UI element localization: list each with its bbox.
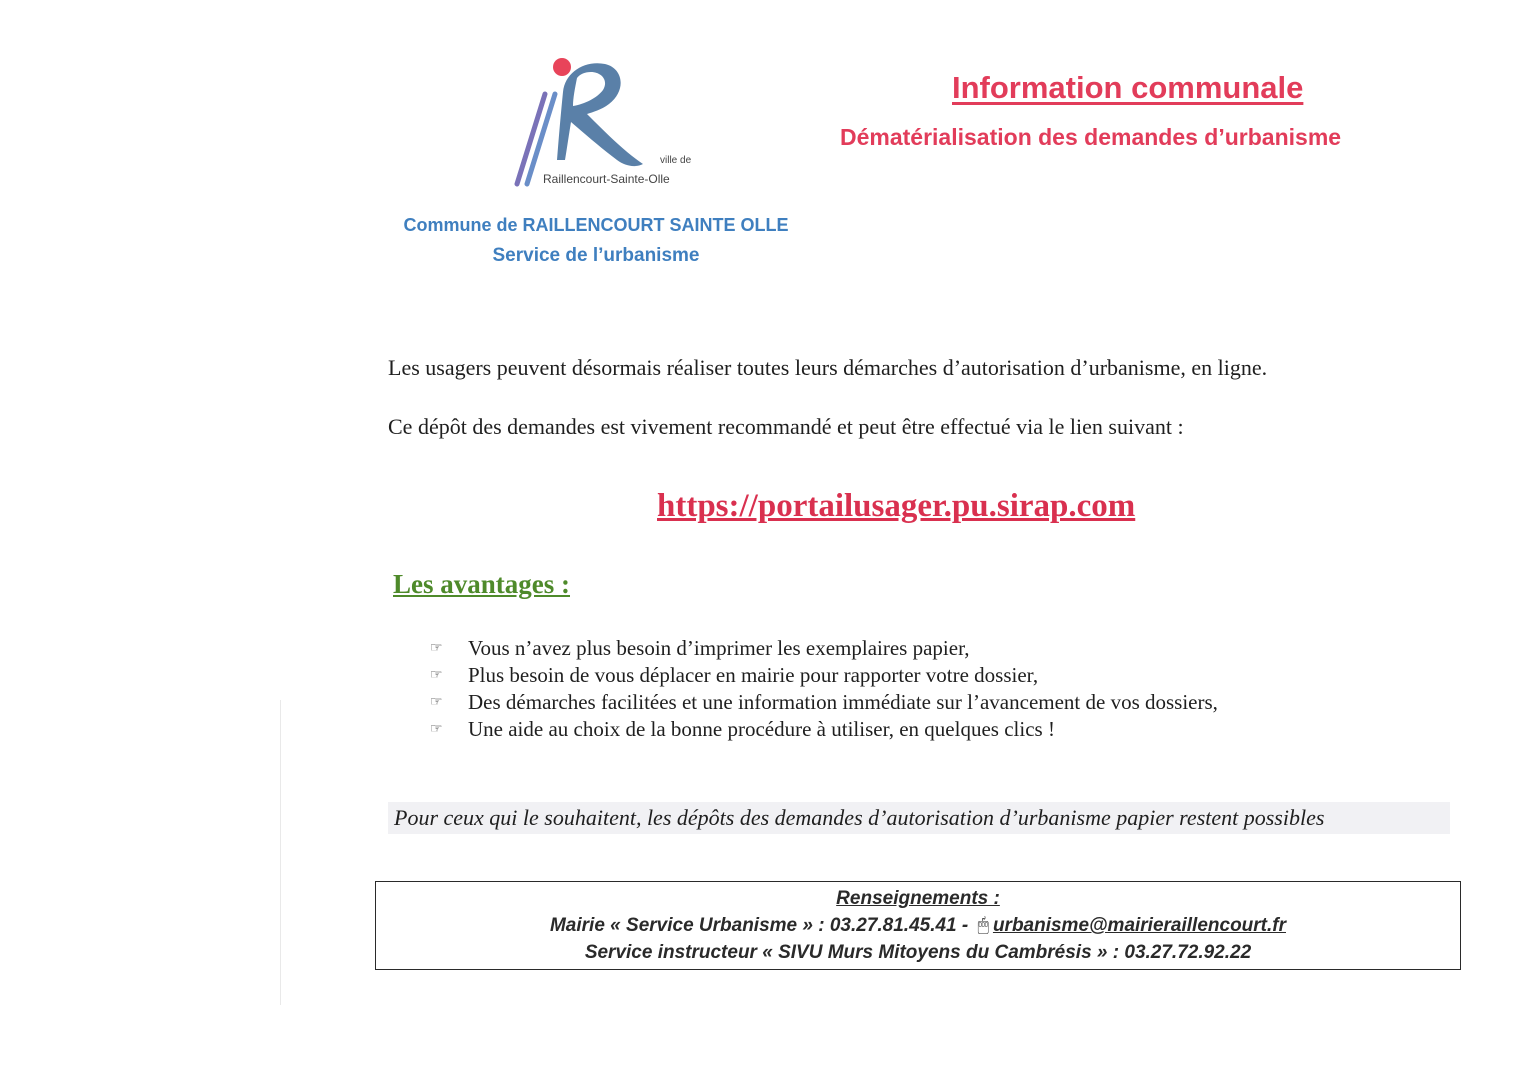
list-item-text: Une aide au choix de la bonne procédure à utiliser, en quelques clics ! [468, 717, 1055, 741]
town-logo [505, 52, 705, 192]
intro-paragraph: Les usagers peuvent désormais réaliser toutes leurs démarches d’autorisation d’urbanisme, en ligne. [388, 355, 1268, 380]
portal-link[interactable]: https://portailusager.pu.sirap.com [657, 488, 1136, 524]
list-item [430, 635, 1218, 662]
advantages-heading: Les avantages : [393, 569, 570, 599]
logo-r [557, 63, 643, 166]
contact-email[interactable]: urbanisme@mairieraillencourt.fr [992, 915, 1286, 936]
logo-ville-label: ville de [660, 155, 692, 166]
contact-title: Renseignements : [836, 888, 1000, 909]
logo-town-label: Raillencourt-Sainte-Olle [543, 172, 670, 186]
page-subtitle: Dématérialisation des demandes d’urbanisme [840, 124, 1342, 150]
mouse-icon: 🖱︎ [977, 915, 989, 936]
page-title: Information communale [952, 70, 1304, 105]
pointing-hand-icon: ☞ [430, 695, 443, 710]
advantages-list [430, 635, 1218, 743]
link-intro-paragraph: Ce dépôt des demandes est vivement recommandé et peut être effectué via le lien suivant : [388, 414, 1184, 439]
pointing-hand-icon: ☞ [430, 722, 443, 737]
contact-mairie-line [376, 912, 1460, 939]
list-item [430, 662, 1218, 689]
commune-name: Commune de RAILLENCOURT SAINTE OLLE [403, 215, 789, 235]
logo-dot [553, 58, 571, 76]
scan-margin-line [280, 700, 281, 1005]
list-item-text: Plus besoin de vous déplacer en mairie pour rapporter votre dossier, [468, 663, 1039, 687]
contact-instructeur-line: Service instructeur « SIVU Murs Mitoyens du Cambrésis » : 03.27.72.92.22 [584, 942, 1252, 963]
list-item-text: Des démarches facilitées et une information immédiate sur l’avancement de vos dossiers, [468, 690, 1218, 714]
contact-mairie-label: Mairie « Service Urbanisme » : 03.27.81.45.41 - [549, 915, 969, 936]
pointing-hand-icon: ☞ [430, 641, 443, 656]
contact-box [375, 881, 1461, 970]
list-item [430, 716, 1218, 743]
commune-service: Service de l’urbanisme [492, 245, 700, 266]
pointing-hand-icon: ☞ [430, 668, 443, 683]
paper-deposit-note: Pour ceux qui le souhaitent, les dépôts des demandes d’autorisation d’urbanisme papier restent possibles [388, 802, 1450, 834]
list-item [430, 689, 1218, 716]
list-item-text: Vous n’avez plus besoin d’imprimer les exemplaires papier, [468, 636, 970, 660]
